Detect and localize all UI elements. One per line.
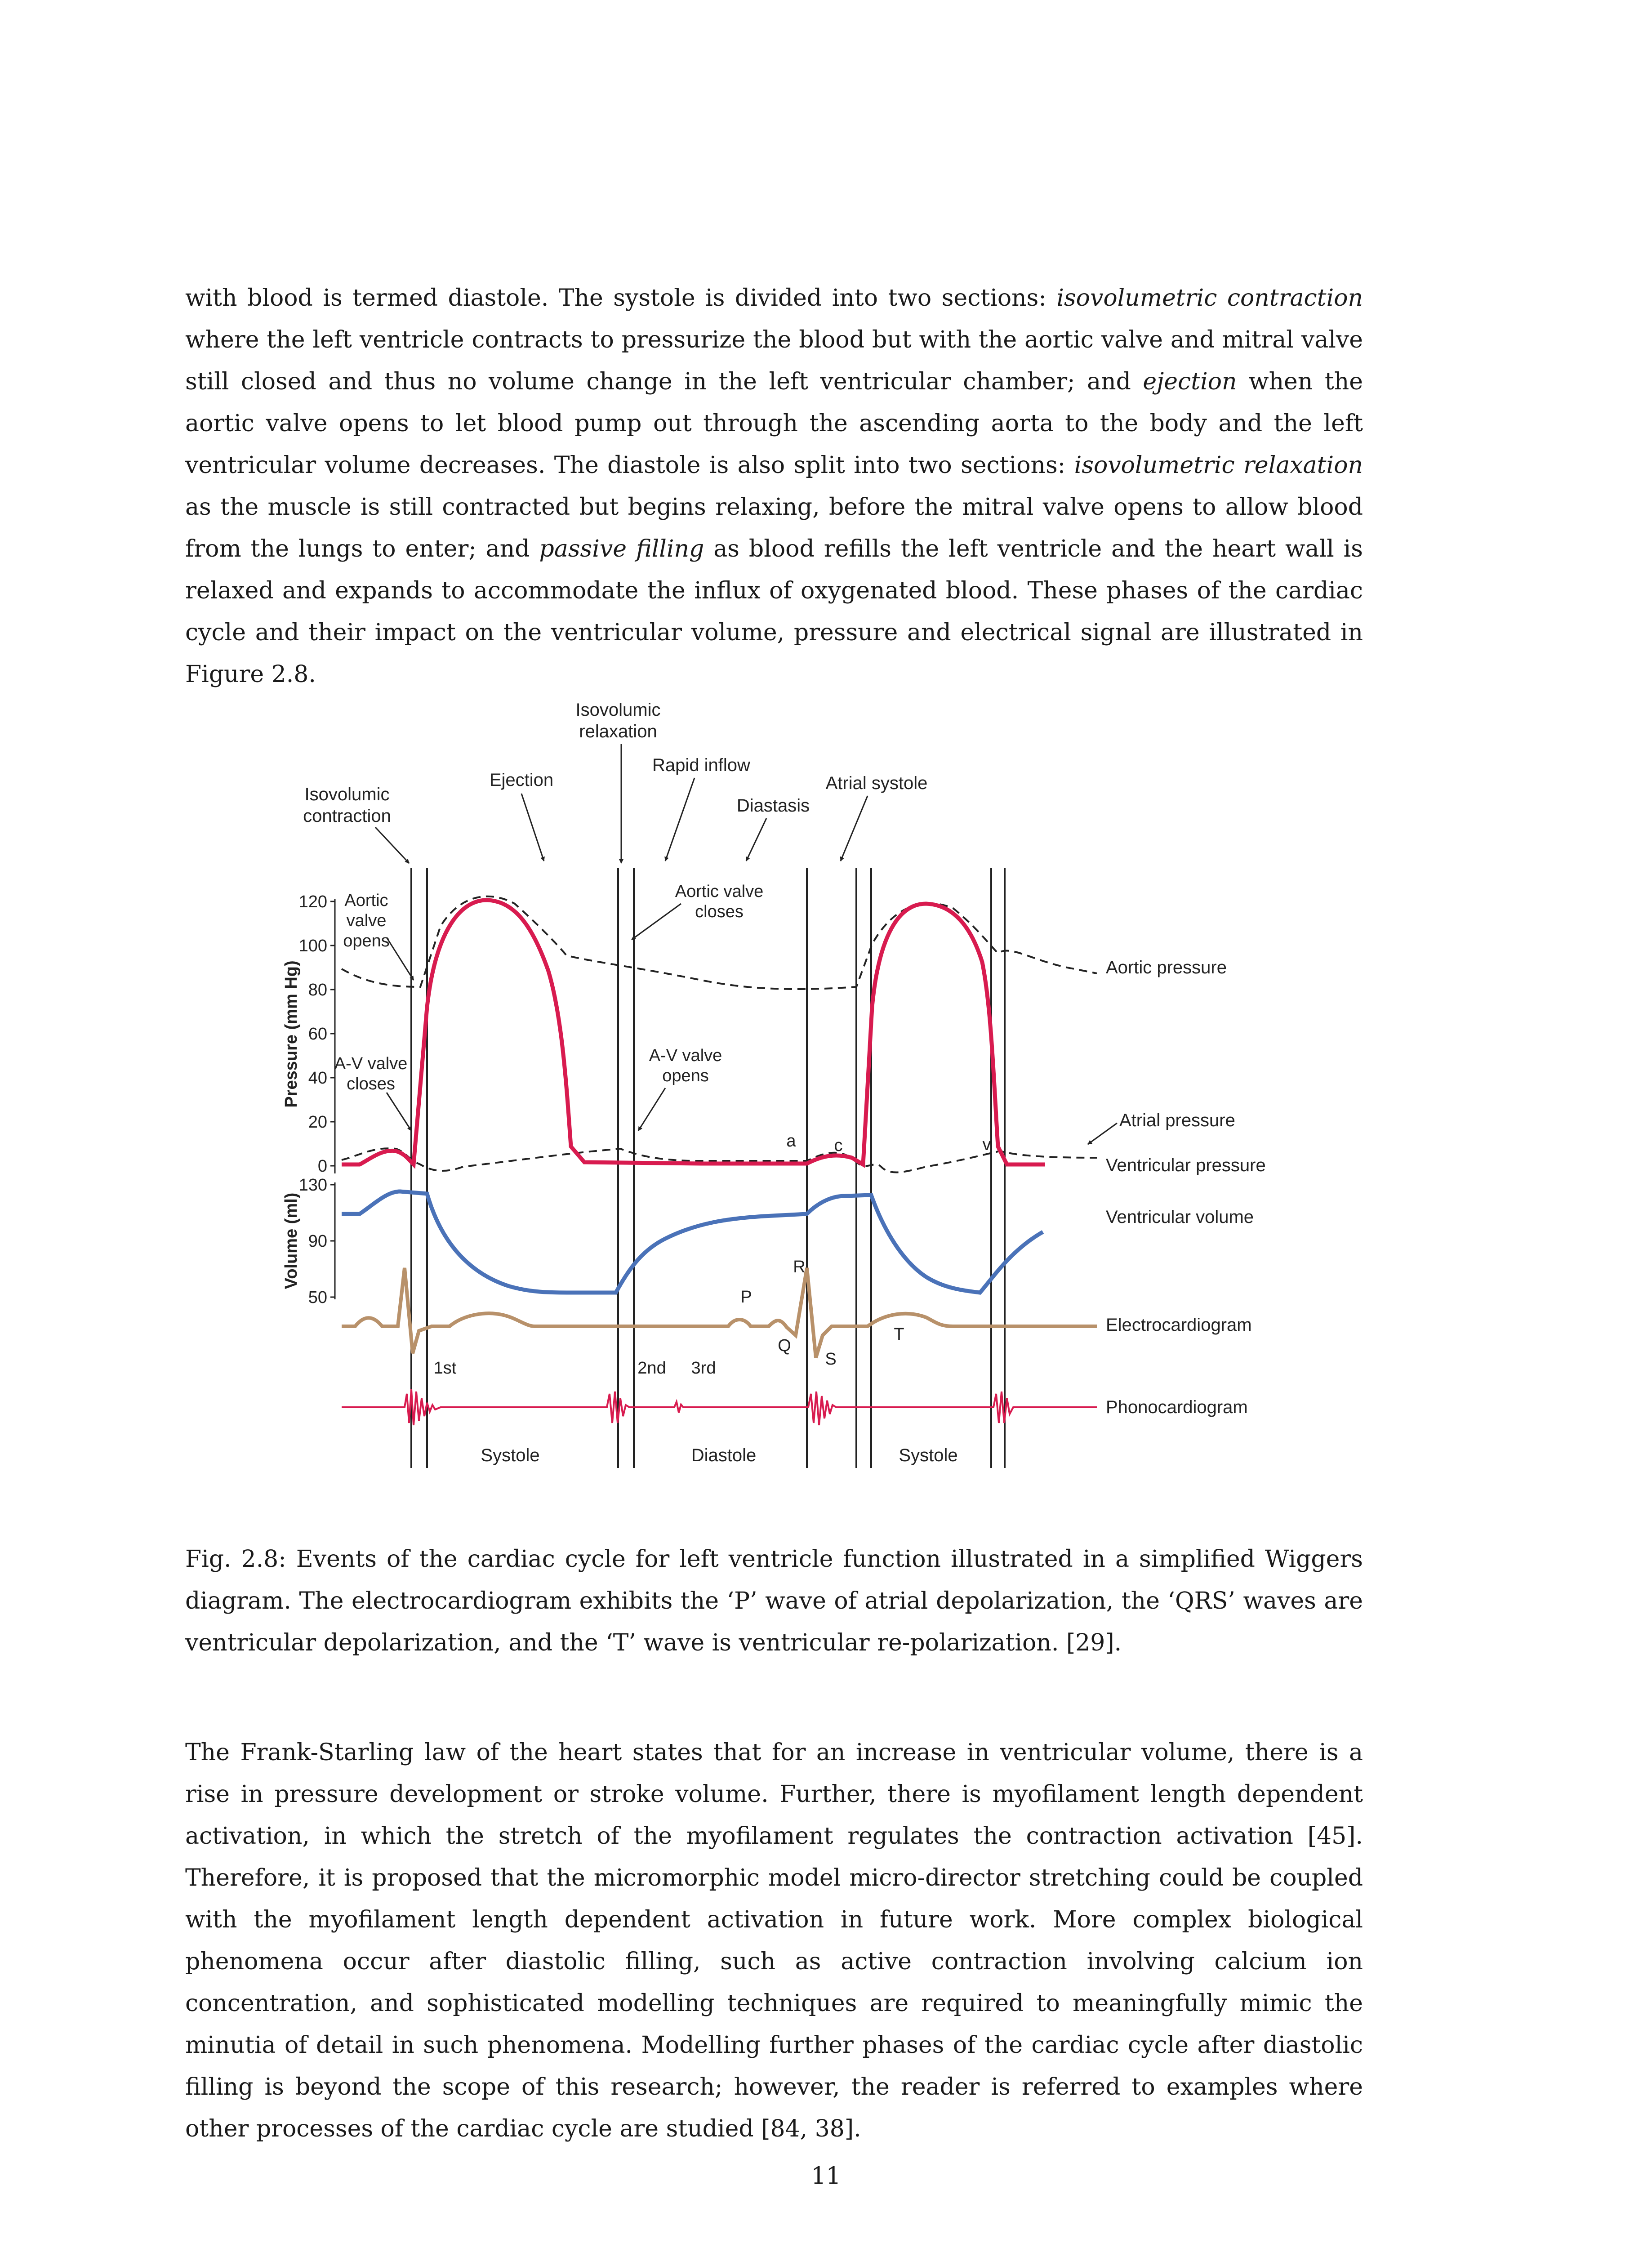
ecg-s-label: S	[825, 1350, 837, 1369]
ecg-q-label: Q	[778, 1336, 791, 1355]
annotation-av-valve-closes: A-V valve	[334, 1054, 408, 1073]
tick-label: 40	[308, 1069, 327, 1088]
ecg-p-label: P	[740, 1288, 752, 1307]
volume-axis	[282, 1176, 335, 1307]
heart-sound-3rd: 3rd	[691, 1359, 716, 1378]
tick-label: 130	[298, 1176, 327, 1195]
label-electrocardiogram: Electrocardiogram	[1106, 1315, 1252, 1335]
label-isovolumic-contraction-1: Isovolumic	[304, 785, 390, 804]
text-span: when the aortic valve opens to let blood pump out through the ascending aorta to the body and the left ventricular volume decreases. The diastole is also split into two sections:	[185, 368, 1363, 479]
tick-label: 90	[308, 1232, 327, 1251]
term-isovolumetric-relaxation: isovolumetric relaxation	[1074, 452, 1363, 479]
label-systole-1: Systole	[481, 1445, 540, 1465]
annotation-aortic-valve-opens: Aortic	[344, 891, 388, 910]
pressure-axis-label: Pressure (mm Hg)	[282, 960, 301, 1108]
term-passive-filling: passive filling	[539, 535, 704, 562]
label-isovolumic-relaxation-2: relaxation	[579, 722, 657, 741]
ventricular-volume-curve	[342, 1191, 1043, 1293]
annotation-av-valve-closes: closes	[347, 1075, 395, 1093]
label-diastasis: Diastasis	[736, 796, 810, 816]
figure-caption: Fig. 2.8: Events of the cardiac cycle for left ventricle function illustrated in a simplified Wiggers diagram. The electrocardiogram exhibits the ‘P’ wave of atrial depolarization, the ‘QRS’ waves are ventricular depolarization, and the ‘T’ wave is ventricular re-polarization. [29].	[185, 1546, 1363, 1656]
tick-label: 80	[308, 981, 327, 999]
volume-axis-label: Volume (ml)	[282, 1192, 301, 1289]
body-paragraph-2: The Frank-Starling law of the heart states that for an increase in ventricular volume, there is a rise in pressure development or stroke volume. Further, there is myofilament length dependent activation, in which the stretch of the myofilament regulates the contraction activation [45]. Therefore, it is proposed that the micromorphic model micro-director stretching could be coupled with the myofilament length dependent activation in future work. More complex biological phenomena occur after diastolic filling, such as active contraction involving calcium ion concentration, and sophisticated modelling techniques are required to meaningfully mimic the minutia of detail in such phenomena. Modelling further phases of the cardiac cycle after diastolic filling is beyond the scope of this research; however, the reader is referred to examples where other processes of the cardiac cycle are studied [84, 38].	[185, 1739, 1363, 2142]
heart-sound-1st: 1st	[433, 1359, 457, 1378]
term-ejection: ejection	[1143, 368, 1237, 395]
label-ejection: Ejection	[489, 770, 554, 790]
wiggers-diagram	[252, 692, 1331, 1511]
label-ventricular-pressure: Ventricular pressure	[1106, 1155, 1266, 1175]
term-isovolumetric-contraction: isovolumetric contraction	[1056, 285, 1363, 312]
label-phonocardiogram: Phonocardiogram	[1106, 1397, 1248, 1417]
atrial-pressure-arrow	[1088, 1123, 1117, 1144]
ventricular-pressure-curve	[342, 900, 1045, 1164]
ecg-t-label: T	[894, 1325, 904, 1344]
electrocardiogram-trace	[342, 1268, 1097, 1358]
label-atrial-pressure: Atrial pressure	[1119, 1111, 1235, 1130]
body-paragraph-1	[185, 277, 1363, 696]
atrial-wave-a: a	[786, 1132, 796, 1151]
tick-label: 100	[298, 937, 327, 955]
ecg-r-label: R	[793, 1258, 806, 1276]
wiggers-diagram-figure	[252, 692, 1331, 1511]
annotation-aortic-valve-closes: Aortic valve	[675, 882, 764, 901]
annotation-aortic-valve-opens: opens	[343, 932, 390, 950]
label-isovolumic-contraction-2: contraction	[303, 806, 391, 826]
heart-sound-2nd: 2nd	[637, 1359, 666, 1378]
phonocardiogram-trace	[342, 1389, 1097, 1425]
tick-label: 60	[308, 1025, 327, 1044]
annotation-av-valve-opens: A-V valve	[649, 1046, 722, 1065]
text-span: as blood refills the left ventricle and the heart wall is relaxed and expands to accommodate the influx of oxygenated blood. These phases of the cardiac cycle and their impact on the ventricular volume, pressure and electrical signal are illustrated in Figure 2.8.	[185, 535, 1363, 688]
label-ventricular-volume: Ventricular volume	[1106, 1207, 1254, 1227]
label-systole-2: Systole	[899, 1445, 958, 1465]
event-lines	[411, 868, 1005, 1468]
label-aortic-pressure: Aortic pressure	[1106, 958, 1227, 977]
text-span: as the muscle is still contracted but begins relaxing, before the mitral valve opens to allow blood from the lungs to enter; and	[185, 494, 1363, 562]
tick-label: 120	[298, 892, 327, 911]
label-atrial-systole: Atrial systole	[825, 773, 928, 793]
annotation-aortic-valve-opens: valve	[346, 911, 387, 930]
atrial-wave-v: v	[982, 1135, 991, 1154]
label-isovolumic-relaxation-1: Isovolumic	[575, 700, 661, 720]
pressure-axis	[282, 892, 335, 1176]
annotation-av-valve-opens: opens	[662, 1066, 709, 1085]
tick-label: 0	[317, 1157, 327, 1176]
label-diastole: Diastole	[691, 1445, 757, 1465]
atrial-wave-c: c	[834, 1136, 843, 1155]
annotation-aortic-valve-closes: closes	[695, 902, 744, 921]
page-number: 11	[811, 2163, 841, 2190]
text-span: where the left ventricle contracts to pressurize the blood but with the aortic valve and mitral valve still closed and thus no volume change in the left ventricular chamber; and	[185, 326, 1363, 395]
label-rapid-inflow: Rapid inflow	[652, 755, 750, 775]
text-span: with blood is termed diastole. The systole is divided into two sections:	[185, 285, 1057, 312]
tick-label: 50	[308, 1288, 327, 1307]
tick-label: 20	[308, 1113, 327, 1132]
